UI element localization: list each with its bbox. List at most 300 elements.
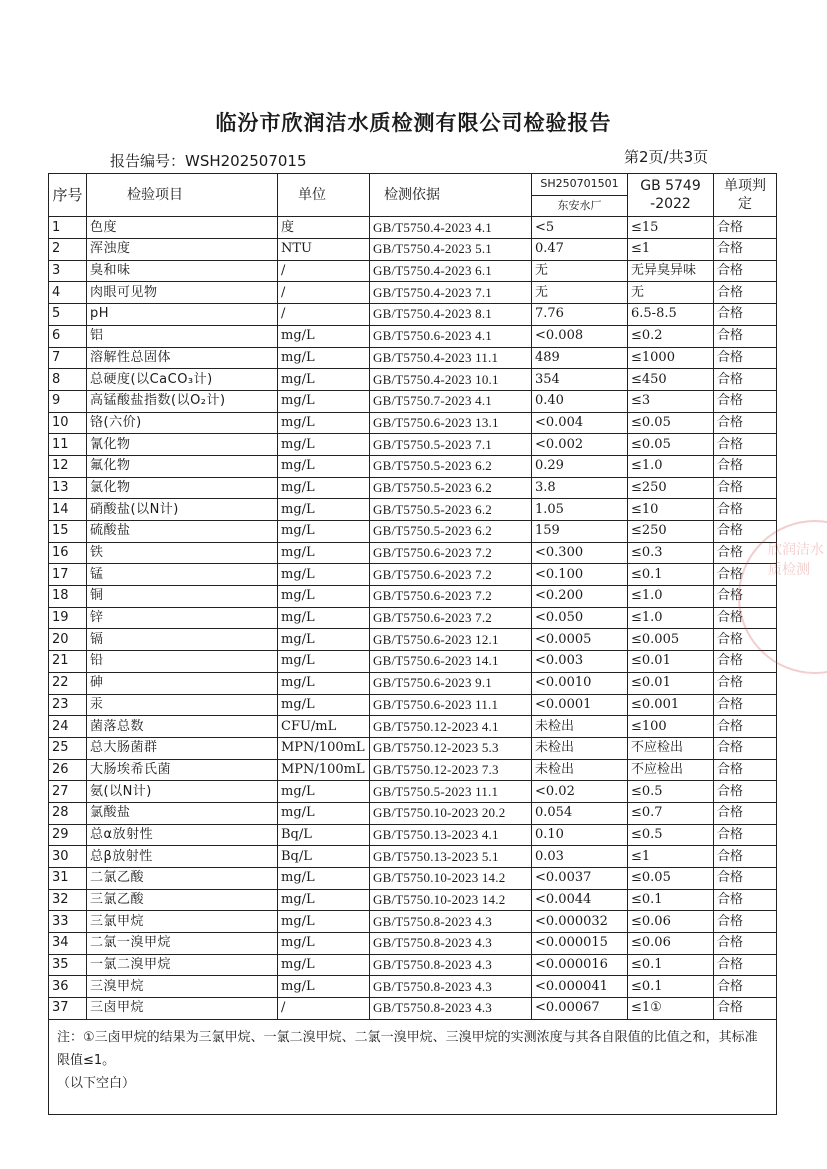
row-judge: 合格 — [714, 434, 777, 456]
table-row — [49, 282, 777, 304]
row-item: 浑浊度 — [87, 239, 278, 261]
row-item: 镉 — [87, 629, 278, 651]
row-result: <5 — [532, 217, 628, 239]
row-number: 23 — [49, 694, 87, 716]
row-result: <0.00067 — [532, 998, 628, 1020]
row-unit: mg/L — [278, 499, 370, 521]
row-number: 34 — [49, 933, 87, 955]
row-result: <0.200 — [532, 586, 628, 608]
table-row — [49, 564, 777, 586]
row-judge: 合格 — [714, 716, 777, 738]
row-method: GB/T5750.5-2023 11.1 — [370, 781, 532, 803]
row-method: GB/T5750.4-2023 10.1 — [370, 369, 532, 391]
row-limit: ≤0.1 — [628, 889, 714, 911]
row-result: <0.000015 — [532, 933, 628, 955]
table-row — [49, 802, 777, 824]
row-limit: ≤100 — [628, 716, 714, 738]
row-item: 氰化物 — [87, 434, 278, 456]
row-method: GB/T5750.4-2023 11.1 — [370, 347, 532, 369]
row-judge: 合格 — [714, 477, 777, 499]
row-result: 未检出 — [532, 759, 628, 781]
row-limit: ≤0.7 — [628, 802, 714, 824]
row-number: 25 — [49, 737, 87, 759]
row-unit: MPN/100mL — [278, 759, 370, 781]
row-limit: ≤1 — [628, 846, 714, 868]
row-limit: 不应检出 — [628, 759, 714, 781]
row-judge: 合格 — [714, 846, 777, 868]
row-item: 氨(以N计) — [87, 781, 278, 803]
row-result: 未检出 — [532, 737, 628, 759]
table-row — [49, 239, 777, 261]
row-judge: 合格 — [714, 976, 777, 998]
row-number: 3 — [49, 260, 87, 282]
table-row — [49, 586, 777, 608]
row-number: 1 — [49, 217, 87, 239]
row-judge: 合格 — [714, 889, 777, 911]
row-item: 总大肠菌群 — [87, 737, 278, 759]
row-unit: / — [278, 260, 370, 282]
table-row — [49, 846, 777, 868]
note-text: 注：①三卤甲烷的结果为三氯甲烷、一氯二溴甲烷、二氯一溴甲烷、三溴甲烷的实测浓度与其各自限值的比值之和，其标准限值≤1。 — [57, 1029, 758, 1068]
row-method: GB/T5750.6-2023 7.2 — [370, 586, 532, 608]
row-judge: 合格 — [714, 390, 777, 412]
row-result: <0.02 — [532, 781, 628, 803]
row-result: <0.050 — [532, 607, 628, 629]
table-row — [49, 304, 777, 326]
row-judge: 合格 — [714, 998, 777, 1020]
blank-marker: （以下空白） — [57, 1075, 136, 1091]
row-item: 铬(六价) — [87, 412, 278, 434]
row-method: GB/T5750.8-2023 4.3 — [370, 954, 532, 976]
table-row — [49, 607, 777, 629]
row-number: 11 — [49, 434, 87, 456]
row-item: 菌落总数 — [87, 716, 278, 738]
row-method: GB/T5750.6-2023 7.2 — [370, 542, 532, 564]
row-unit: mg/L — [278, 347, 370, 369]
row-unit: mg/L — [278, 564, 370, 586]
row-unit: 度 — [278, 217, 370, 239]
row-limit: ≤1.0 — [628, 607, 714, 629]
row-result: 354 — [532, 369, 628, 391]
report-number: 报告编号：WSH202507015 — [110, 152, 307, 170]
table-row — [49, 369, 777, 391]
row-number: 20 — [49, 629, 87, 651]
row-limit: ≤1.0 — [628, 586, 714, 608]
page-number: 第2页/共3页 — [624, 148, 709, 166]
row-number: 12 — [49, 455, 87, 477]
table-row — [49, 521, 777, 543]
row-item: 汞 — [87, 694, 278, 716]
row-method: GB/T5750.4-2023 6.1 — [370, 260, 532, 282]
row-number: 19 — [49, 607, 87, 629]
row-method: GB/T5750.10-2023 20.2 — [370, 802, 532, 824]
row-unit: mg/L — [278, 976, 370, 998]
row-result: <0.008 — [532, 325, 628, 347]
row-method: GB/T5750.6-2023 14.1 — [370, 651, 532, 673]
table-row — [49, 499, 777, 521]
row-limit: ≤0.1 — [628, 564, 714, 586]
row-limit: ≤1 — [628, 239, 714, 261]
row-judge: 合格 — [714, 737, 777, 759]
row-limit: ≤0.05 — [628, 412, 714, 434]
header-standard — [628, 174, 714, 217]
row-item: 溶解性总固体 — [87, 347, 278, 369]
row-judge: 合格 — [714, 260, 777, 282]
row-limit: ≤0.05 — [628, 868, 714, 890]
row-method: GB/T5750.4-2023 7.1 — [370, 282, 532, 304]
row-limit: 6.5-8.5 — [628, 304, 714, 326]
row-number: 21 — [49, 651, 87, 673]
row-limit: ≤0.5 — [628, 824, 714, 846]
row-judge: 合格 — [714, 759, 777, 781]
row-number: 8 — [49, 369, 87, 391]
table-row — [49, 911, 777, 933]
row-method: GB/T5750.8-2023 4.3 — [370, 998, 532, 1020]
row-limit: ≤1① — [628, 998, 714, 1020]
table-row — [49, 737, 777, 759]
table-row — [49, 759, 777, 781]
table-row — [49, 542, 777, 564]
row-judge: 合格 — [714, 954, 777, 976]
row-number: 2 — [49, 239, 87, 261]
row-item: 一氯二溴甲烷 — [87, 954, 278, 976]
row-limit: ≤0.3 — [628, 542, 714, 564]
table-header-row — [49, 174, 777, 196]
row-limit: ≤0.1 — [628, 976, 714, 998]
row-number: 18 — [49, 586, 87, 608]
row-result: <0.0010 — [532, 672, 628, 694]
row-number: 33 — [49, 911, 87, 933]
row-result: 0.054 — [532, 802, 628, 824]
row-judge: 合格 — [714, 521, 777, 543]
row-item: pH — [87, 304, 278, 326]
row-number: 6 — [49, 325, 87, 347]
row-method: GB/T5750.13-2023 4.1 — [370, 824, 532, 846]
row-result: <0.0001 — [532, 694, 628, 716]
row-unit: mg/L — [278, 651, 370, 673]
row-result: <0.000032 — [532, 911, 628, 933]
row-item: 砷 — [87, 672, 278, 694]
row-unit: mg/L — [278, 954, 370, 976]
table-row — [49, 716, 777, 738]
table-row — [49, 651, 777, 673]
table-row — [49, 954, 777, 976]
row-method: GB/T5750.6-2023 7.2 — [370, 607, 532, 629]
row-item: 氯酸盐 — [87, 802, 278, 824]
row-result: 无 — [532, 260, 628, 282]
row-limit: ≤3 — [628, 390, 714, 412]
row-number: 5 — [49, 304, 87, 326]
row-item: 总α放射性 — [87, 824, 278, 846]
row-unit: mg/L — [278, 477, 370, 499]
row-unit: mg/L — [278, 325, 370, 347]
row-result: <0.300 — [532, 542, 628, 564]
row-unit: mg/L — [278, 521, 370, 543]
row-limit: 不应检出 — [628, 737, 714, 759]
report-title: 临汾市欣润洁水质检测有限公司检验报告 — [215, 111, 612, 135]
row-number: 17 — [49, 564, 87, 586]
row-limit: ≤0.05 — [628, 434, 714, 456]
row-result: <0.004 — [532, 412, 628, 434]
row-item: 二氯乙酸 — [87, 868, 278, 890]
row-item: 铅 — [87, 651, 278, 673]
header-method: 检测依据 — [370, 174, 532, 217]
row-method: GB/T5750.6-2023 4.1 — [370, 325, 532, 347]
row-judge: 合格 — [714, 347, 777, 369]
row-result: 0.03 — [532, 846, 628, 868]
row-method: GB/T5750.10-2023 14.2 — [370, 868, 532, 890]
row-limit: ≤0.005 — [628, 629, 714, 651]
row-number: 35 — [49, 954, 87, 976]
row-unit: MPN/100mL — [278, 737, 370, 759]
row-item: 高锰酸盐指数(以O₂计) — [87, 390, 278, 412]
row-number: 28 — [49, 802, 87, 824]
table-row — [49, 434, 777, 456]
row-limit: ≤0.001 — [628, 694, 714, 716]
row-item: 肉眼可见物 — [87, 282, 278, 304]
table-row — [49, 976, 777, 998]
row-limit: ≤0.1 — [628, 954, 714, 976]
row-item: 三氯甲烷 — [87, 911, 278, 933]
row-unit: mg/L — [278, 911, 370, 933]
row-unit: mg/L — [278, 390, 370, 412]
row-result: 无 — [532, 282, 628, 304]
row-result: <0.000016 — [532, 954, 628, 976]
row-judge: 合格 — [714, 672, 777, 694]
row-method: GB/T5750.4-2023 4.1 — [370, 217, 532, 239]
table-row — [49, 455, 777, 477]
table-row — [49, 217, 777, 239]
row-judge: 合格 — [714, 564, 777, 586]
row-judge: 合格 — [714, 325, 777, 347]
row-judge: 合格 — [714, 802, 777, 824]
row-item: 硝酸盐(以N计) — [87, 499, 278, 521]
table-row — [49, 694, 777, 716]
row-item: 氟化物 — [87, 455, 278, 477]
row-number: 7 — [49, 347, 87, 369]
row-judge: 合格 — [714, 911, 777, 933]
row-number: 37 — [49, 998, 87, 1020]
row-method: GB/T5750.10-2023 14.2 — [370, 889, 532, 911]
row-unit: mg/L — [278, 781, 370, 803]
row-limit: ≤0.06 — [628, 933, 714, 955]
row-unit: Bq/L — [278, 824, 370, 846]
row-unit: mg/L — [278, 434, 370, 456]
row-number: 30 — [49, 846, 87, 868]
row-judge: 合格 — [714, 455, 777, 477]
row-item: 铝 — [87, 325, 278, 347]
row-limit: ≤450 — [628, 369, 714, 391]
row-number: 9 — [49, 390, 87, 412]
row-number: 26 — [49, 759, 87, 781]
results-table — [48, 173, 777, 1115]
row-judge: 合格 — [714, 304, 777, 326]
row-item: 铁 — [87, 542, 278, 564]
row-judge: 合格 — [714, 629, 777, 651]
row-method: GB/T5750.4-2023 5.1 — [370, 239, 532, 261]
table-row — [49, 889, 777, 911]
row-method: GB/T5750.6-2023 7.2 — [370, 564, 532, 586]
row-method: GB/T5750.5-2023 6.2 — [370, 477, 532, 499]
row-number: 13 — [49, 477, 87, 499]
row-result: <0.0005 — [532, 629, 628, 651]
row-unit: NTU — [278, 239, 370, 261]
row-judge: 合格 — [714, 781, 777, 803]
row-judge: 合格 — [714, 933, 777, 955]
row-limit: ≤10 — [628, 499, 714, 521]
header-standard-line1: GB 5749 — [640, 178, 701, 195]
row-unit: / — [278, 998, 370, 1020]
table-row — [49, 933, 777, 955]
row-judge: 合格 — [714, 607, 777, 629]
row-judge: 合格 — [714, 217, 777, 239]
row-unit: mg/L — [278, 369, 370, 391]
row-result: 159 — [532, 521, 628, 543]
table-row — [49, 260, 777, 282]
table-row — [49, 824, 777, 846]
table-row — [49, 781, 777, 803]
row-method: GB/T5750.6-2023 9.1 — [370, 672, 532, 694]
row-item: 锌 — [87, 607, 278, 629]
table-row — [49, 672, 777, 694]
row-item: 大肠埃希氏菌 — [87, 759, 278, 781]
row-result: <0.002 — [532, 434, 628, 456]
row-result: 0.10 — [532, 824, 628, 846]
row-method: GB/T5750.4-2023 8.1 — [370, 304, 532, 326]
row-result: 0.29 — [532, 455, 628, 477]
row-method: GB/T5750.6-2023 13.1 — [370, 412, 532, 434]
row-number: 15 — [49, 521, 87, 543]
row-item: 总硬度(以CaCO₃计) — [87, 369, 278, 391]
row-unit: / — [278, 282, 370, 304]
row-unit: CFU/mL — [278, 716, 370, 738]
row-unit: mg/L — [278, 672, 370, 694]
row-limit: ≤0.2 — [628, 325, 714, 347]
table-row — [49, 477, 777, 499]
row-unit: mg/L — [278, 694, 370, 716]
row-item: 总β放射性 — [87, 846, 278, 868]
row-number: 22 — [49, 672, 87, 694]
row-unit: mg/L — [278, 412, 370, 434]
row-judge: 合格 — [714, 694, 777, 716]
header-item: 检验项目 — [87, 174, 278, 217]
row-limit: 无异臭异味 — [628, 260, 714, 282]
row-method: GB/T5750.13-2023 5.1 — [370, 846, 532, 868]
row-unit: mg/L — [278, 933, 370, 955]
table-row — [49, 390, 777, 412]
row-item: 锰 — [87, 564, 278, 586]
row-judge: 合格 — [714, 369, 777, 391]
row-item: 氯化物 — [87, 477, 278, 499]
row-number: 27 — [49, 781, 87, 803]
row-judge: 合格 — [714, 412, 777, 434]
header-unit: 单位 — [278, 174, 370, 217]
row-number: 31 — [49, 868, 87, 890]
row-method: GB/T5750.7-2023 4.1 — [370, 390, 532, 412]
row-judge: 合格 — [714, 282, 777, 304]
row-result: <0.100 — [532, 564, 628, 586]
row-method: GB/T5750.5-2023 6.2 — [370, 455, 532, 477]
row-number: 24 — [49, 716, 87, 738]
table-row — [49, 998, 777, 1020]
row-method: GB/T5750.8-2023 4.3 — [370, 933, 532, 955]
row-limit: 无 — [628, 282, 714, 304]
row-result: <0.003 — [532, 651, 628, 673]
row-method: GB/T5750.8-2023 4.3 — [370, 911, 532, 933]
row-item: 铜 — [87, 586, 278, 608]
row-judge: 合格 — [714, 499, 777, 521]
row-item: 三卤甲烷 — [87, 998, 278, 1020]
row-item: 三氯乙酸 — [87, 889, 278, 911]
row-result: 489 — [532, 347, 628, 369]
table-row — [49, 868, 777, 890]
row-number: 4 — [49, 282, 87, 304]
row-item: 二氯一溴甲烷 — [87, 933, 278, 955]
row-result: <0.0044 — [532, 889, 628, 911]
row-unit: mg/L — [278, 542, 370, 564]
row-item: 臭和味 — [87, 260, 278, 282]
row-limit: ≤0.5 — [628, 781, 714, 803]
row-method: GB/T5750.5-2023 6.2 — [370, 499, 532, 521]
row-judge: 合格 — [714, 239, 777, 261]
row-unit: mg/L — [278, 889, 370, 911]
row-method: GB/T5750.5-2023 6.2 — [370, 521, 532, 543]
row-limit: ≤15 — [628, 217, 714, 239]
row-result: 0.40 — [532, 390, 628, 412]
table-row — [49, 347, 777, 369]
row-unit: mg/L — [278, 586, 370, 608]
row-number: 32 — [49, 889, 87, 911]
row-method: GB/T5750.12-2023 5.3 — [370, 737, 532, 759]
row-item: 三溴甲烷 — [87, 976, 278, 998]
row-judge: 合格 — [714, 586, 777, 608]
company-seal-text: 欣润洁水质检测 — [768, 542, 824, 578]
row-result: 0.47 — [532, 239, 628, 261]
row-method: GB/T5750.12-2023 4.1 — [370, 716, 532, 738]
header-standard-line2: -2022 — [650, 196, 691, 213]
row-unit: / — [278, 304, 370, 326]
row-unit: mg/L — [278, 802, 370, 824]
row-item: 硫酸盐 — [87, 521, 278, 543]
row-limit: ≤250 — [628, 521, 714, 543]
row-limit: ≤250 — [628, 477, 714, 499]
header-no: 序号 — [49, 174, 87, 217]
row-unit: mg/L — [278, 868, 370, 890]
row-unit: mg/L — [278, 629, 370, 651]
table-row — [49, 412, 777, 434]
row-method: GB/T5750.5-2023 7.1 — [370, 434, 532, 456]
row-limit: ≤1.0 — [628, 455, 714, 477]
row-judge: 合格 — [714, 824, 777, 846]
row-number: 10 — [49, 412, 87, 434]
row-result: <0.0037 — [532, 868, 628, 890]
note-cell — [49, 1019, 777, 1114]
row-number: 14 — [49, 499, 87, 521]
row-number: 36 — [49, 976, 87, 998]
table-row — [49, 629, 777, 651]
row-limit: ≤0.01 — [628, 651, 714, 673]
row-result: 1.05 — [532, 499, 628, 521]
row-judge: 合格 — [714, 542, 777, 564]
row-method: GB/T5750.6-2023 12.1 — [370, 629, 532, 651]
row-limit: ≤0.06 — [628, 911, 714, 933]
row-unit: Bq/L — [278, 846, 370, 868]
row-judge: 合格 — [714, 868, 777, 890]
row-judge: 合格 — [714, 651, 777, 673]
row-method: GB/T5750.12-2023 7.3 — [370, 759, 532, 781]
row-method: GB/T5750.8-2023 4.3 — [370, 976, 532, 998]
row-result: 7.76 — [532, 304, 628, 326]
